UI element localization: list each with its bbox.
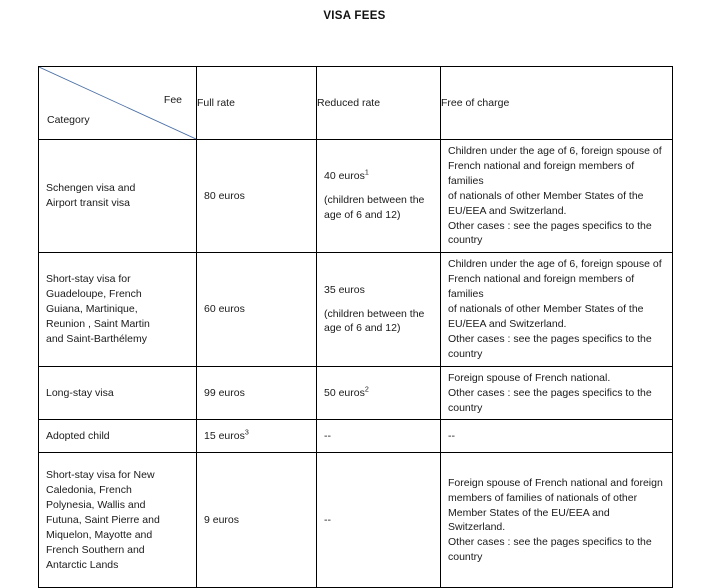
cell-full-rate: 80 euros <box>197 140 317 253</box>
spacer <box>324 184 433 193</box>
free-line: Other cases : see the pages specifics to the <box>448 386 652 399</box>
cell-category <box>39 253 197 366</box>
header-corner-cell <box>39 67 197 140</box>
reduced-rate-note: (children between the age of 6 and 12) <box>324 194 425 222</box>
header-full-rate: Full rate <box>197 67 317 140</box>
cell-category <box>39 140 197 253</box>
free-line: French national and foreign members of families <box>448 159 635 187</box>
page-title: VISA FEES <box>323 10 386 22</box>
cell-category: Long-stay visa <box>39 366 197 420</box>
category-line: Schengen visa and <box>46 182 136 195</box>
reduced-rate-amount: 35 euros <box>324 283 365 296</box>
cell-category <box>39 453 197 588</box>
category-line: Miquelon, Mayotte and <box>46 528 153 541</box>
cell-full-rate: 60 euros <box>197 253 317 366</box>
category-line: and Saint-Barthélemy <box>46 332 147 345</box>
free-line: EU/EEA and Switzerland. <box>448 204 567 217</box>
cell-full-rate: 9 euros <box>197 453 317 588</box>
free-line: country <box>448 401 483 414</box>
free-line: Other cases : see the pages specifics to the <box>448 536 652 549</box>
category-line: Airport transit visa <box>46 197 131 210</box>
cell-reduced-rate <box>317 253 441 366</box>
category-line: Polynesia, Wallis and <box>46 499 146 512</box>
reduced-rate-amount: 50 euros <box>324 386 365 399</box>
category-line: Antarctic Lands <box>46 558 119 571</box>
category-line: Guiana, Martinique, <box>46 303 138 316</box>
free-line: Other cases : see the pages specifics to the <box>448 219 652 232</box>
header-label-fee: Fee <box>163 94 182 106</box>
cell-reduced-rate: -- <box>317 453 441 588</box>
cell-reduced-rate <box>317 366 441 420</box>
cell-free-of-charge: -- <box>441 420 673 453</box>
cell-free-of-charge <box>441 366 673 420</box>
free-line: country <box>448 551 483 564</box>
visa-fees-table-container <box>38 66 672 588</box>
cell-reduced-rate <box>317 140 441 253</box>
free-line: Member States of the EU/EEA and Switzerland. <box>448 506 610 534</box>
category-line: Reunion , Saint Martin <box>46 317 150 330</box>
table-row <box>39 253 673 366</box>
footnote-marker: 1 <box>364 168 369 177</box>
free-line: French national and foreign members of families <box>448 273 635 301</box>
category-line: French Southern and <box>46 543 145 556</box>
free-line: Foreign spouse of French national and foreign <box>448 476 663 489</box>
free-line: EU/EEA and Switzerland. <box>448 317 567 330</box>
free-line: members of families of nationals of other <box>448 491 638 504</box>
table-row <box>39 140 673 253</box>
reduced-rate-amount: 40 euros <box>324 170 365 183</box>
table-row <box>39 420 673 453</box>
free-line: of nationals of other Member States of the <box>448 303 644 316</box>
free-line: country <box>448 347 483 360</box>
cell-free-of-charge <box>441 253 673 366</box>
category-line: Caledonia, French <box>46 484 132 497</box>
footnote-marker: 3 <box>244 428 249 437</box>
cell-full-rate <box>197 420 317 453</box>
visa-fees-table <box>38 66 673 588</box>
table-row <box>39 453 673 588</box>
header-reduced-rate: Reduced rate <box>317 67 441 140</box>
cell-category: Adopted child <box>39 420 197 453</box>
category-line: Futuna, Saint Pierre and <box>46 513 160 526</box>
table-row <box>39 366 673 420</box>
free-line: Children under the age of 6, foreign spouse of <box>448 145 662 157</box>
category-line: Short-stay visa for <box>46 273 131 286</box>
category-line: Guadeloupe, French <box>46 288 142 301</box>
free-line: Foreign spouse of French national. <box>448 371 611 384</box>
category-line: Short-stay visa for New <box>46 469 155 482</box>
cell-full-rate: 99 euros <box>197 366 317 420</box>
reduced-rate-note: (children between the age of 6 and 12) <box>324 307 425 335</box>
table-header-row <box>39 67 673 140</box>
full-rate-amount: 15 euros <box>204 429 245 442</box>
free-line: country <box>448 234 483 247</box>
header-label-category: Category <box>47 114 90 127</box>
free-line: of nationals of other Member States of the <box>448 189 644 202</box>
cell-reduced-rate: -- <box>317 420 441 453</box>
free-line: Children under the age of 6, foreign spouse of <box>448 258 662 271</box>
cell-free-of-charge <box>441 453 673 588</box>
header-free-of-charge: Free of charge <box>441 67 673 140</box>
footnote-marker: 2 <box>364 385 369 394</box>
spacer <box>324 298 433 307</box>
cell-free-of-charge <box>441 140 673 253</box>
free-line: Other cases : see the pages specifics to the <box>448 332 652 345</box>
